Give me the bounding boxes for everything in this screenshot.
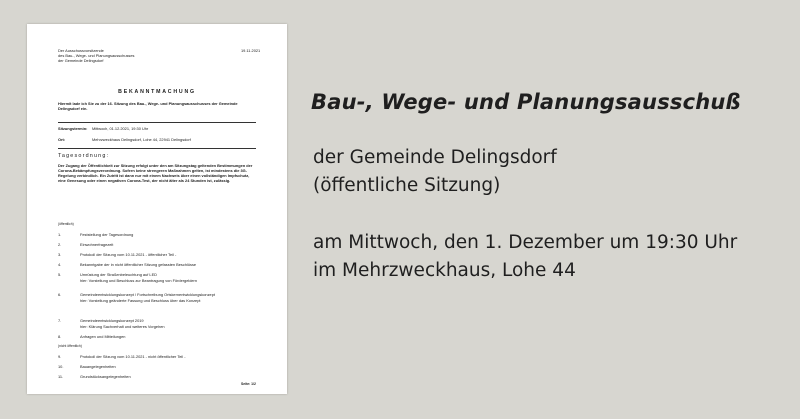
agenda-item-number: 6. — [58, 292, 62, 297]
agenda-item-number: 10. — [58, 364, 64, 369]
meeting-date-value: Mittwoch, 01.12.2021, 19:30 Uhr — [92, 126, 149, 131]
meeting-date-row — [58, 126, 256, 131]
meeting-place-value: Mehrzweckhaus Delingsdorf, Lohe 44, 22941 Delingsdorf — [92, 137, 191, 142]
agenda-item-number: 11. — [58, 374, 64, 379]
date-time-line: am Mittwoch, den 1. Dezember um 19:30 Uhr — [313, 232, 738, 253]
agenda-item-number: 9. — [58, 354, 62, 359]
agenda-item-number: 8. — [58, 334, 62, 339]
divider — [58, 148, 256, 149]
invitation-text: Hiermit lade ich Sie zu der 16. Sitzung des Bau-, Wege- und Planungsausschusses der Gemeinde Delingsdorf ein. — [58, 101, 238, 111]
corona-notice: Der Zugang der Öffentlichkeit zur Sitzung erfolgt unter den am Sitzungstag geltenden Bestimmungen der Corona-Bekämpfungsverordnung. Sofern keine strengeren Maßnahmen gelten, ist mindestens die 3G-Regelung verbindlich. Ein Zutritt ist dann nur mit einem Nachweis über einen vollständigen Impfschutz, eine Genesung oder einen negativen Corona-Test, der nicht älter als 24 Stunden ist, zulässig. — [58, 163, 253, 183]
agenda-item-text: Protokoll der Sitzung vom 10.11.2021 - nicht öffentlicher Teil - — [80, 354, 186, 359]
agenda-item-text: Einwohnerfragezeit — [80, 242, 114, 247]
sender-line: Der Ausschussvorsitzende — [58, 48, 104, 53]
document-page — [27, 24, 287, 394]
divider — [58, 122, 256, 123]
agenda-item-text: Umrüstung der Straßenbeleuchtung auf LED — [80, 272, 157, 277]
page-number: Seite: 1/2 — [241, 382, 256, 386]
meeting-date-label: Sitzungstermin: — [58, 126, 88, 131]
agenda-item-text: Bauangelegenheiten — [80, 364, 116, 369]
agenda-item-text: Protokoll der Sitzung vom 10.11.2021 - öffentlicher Teil - — [80, 252, 177, 257]
sender-line: der Gemeinde Delingsdorf — [58, 58, 104, 64]
meeting-place-row — [58, 137, 256, 142]
session-type-line: (öffentliche Sitzung) — [313, 175, 501, 196]
nonpublic-marker: (nicht öffentlich) — [58, 344, 82, 348]
agenda-item-number: 2. — [58, 242, 62, 247]
agenda-item-text: Gemeindeentwicklungskonzept 2019 — [80, 318, 144, 323]
agenda-item-text: Feststellung der Tagesordnung — [80, 232, 134, 237]
agenda-item-text: hier: Klärung Sachverhalt und weiteres Vorgehen — [80, 323, 165, 329]
agenda-item-number: 1. — [58, 232, 62, 237]
agenda-item-text: Grundstücksangelegenheiten — [80, 374, 131, 379]
municipality-line: der Gemeinde Delingsdorf — [313, 147, 557, 168]
agenda-item-text: hier: Vorstellung geänderte Fassung und Beschluss über das Konzept — [80, 297, 201, 303]
announcement-title: BEKANNTMACHUNG — [118, 89, 196, 95]
agenda-item-text: hier: Vorstellung und Beschluss zur Beantragung von Fördergeldern — [80, 277, 198, 283]
agenda-item-number: 4. — [58, 262, 62, 267]
agenda-item-text: Anfragen und Mitteilungen — [80, 334, 126, 339]
agenda-item-number: 7. — [58, 318, 62, 323]
agenda-item-text: Gemeindeentwicklungskonzept / Fortschreibung Ortskernentwicklungskonzept — [80, 292, 215, 297]
agenda-title: Tagesordnung: — [58, 153, 110, 159]
meeting-place-label: Ort: — [58, 137, 66, 142]
agenda-item-number: 5. — [58, 272, 62, 277]
venue-line: im Mehrzweckhaus, Lohe 44 — [313, 260, 576, 281]
agenda-item-text: Bekanntgabe der in nicht öffentlicher Sitzung gefassten Beschlüsse — [80, 262, 197, 267]
sender-line: des Bau-, Wege- und Planungsausschusses — [58, 53, 135, 59]
sender-block — [58, 48, 208, 64]
public-marker: (öffentlich) — [58, 222, 74, 226]
committee-title: Bau-, Wege- und Planungsausschuß — [311, 90, 741, 114]
document-date: 19.11.2021 — [241, 48, 261, 53]
agenda-item-number: 3. — [58, 252, 62, 257]
